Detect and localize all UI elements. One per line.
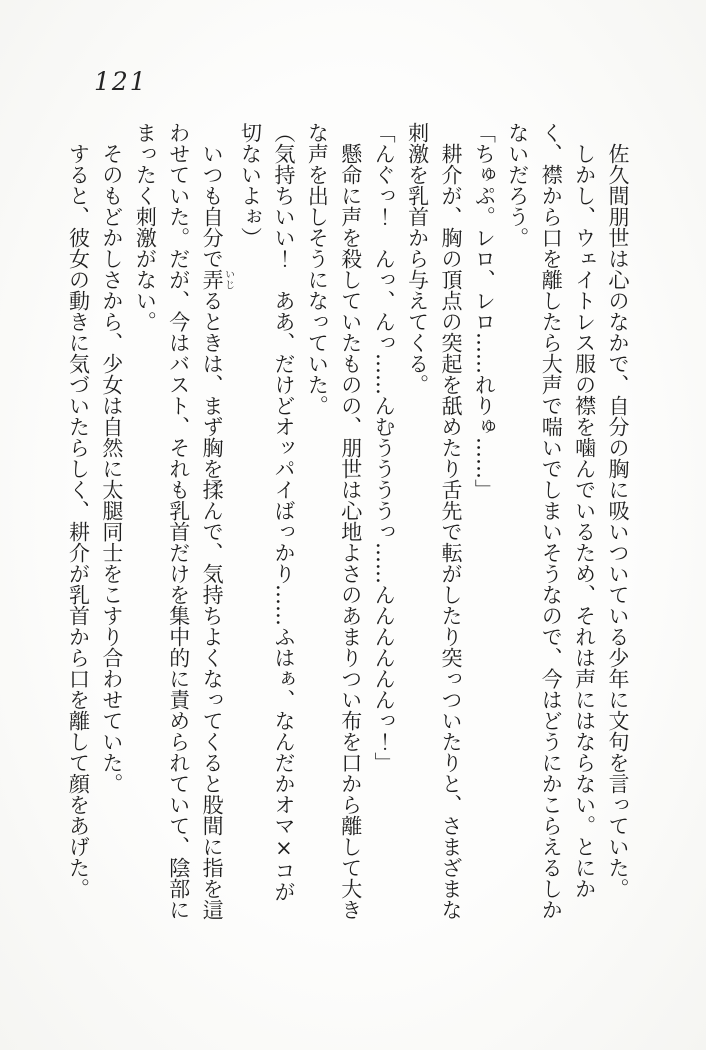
paragraph-dialogue-1: 「ちゅぷ。レロ、レロ……れりゅ……」: [472, 122, 497, 500]
ruby-base: 弄: [200, 269, 225, 290]
paragraph-thought: （気持ちいい！ ああ、だけどオッパイばっかり……ふはぁ、なんだかオマ×コが切ないよぉ）: [238, 122, 296, 902]
paragraph-narration-5: [128, 122, 233, 922]
page-number: 121: [94, 67, 148, 96]
ruby-furigana: いじ: [222, 269, 234, 290]
ruby-post-text: るときは、まず胸を揉んで、気持ちよくなってくると股間に指を這わせていた。だが、今はバスト、それも乳首だけを集中的に責められていて、陰部にまったく刺激がない。: [133, 122, 225, 920]
paragraph-narration-2: しかし、ウェイトレス服の襟を噛んでいるため、それは声にはならない。とにかく、襟から口を離したら大声で喘いでしまいそうなので、今はどうにかこらえるしかないだろう。: [505, 122, 597, 920]
paragraph-narration-3: 耕介が、胸の頂点の突起を舐めたり舌先で転がしたり突っついたりと、さまざまな刺激を乳首から与えてくる。: [405, 122, 463, 920]
paragraph-narration-7: すると、彼女の動きに気づいたらしく、耕介が乳首から口を離して顔をあげた。: [66, 143, 91, 899]
paragraph-narration-1: 佐久間朋世は心のなかで、自分の胸に吸いついている少年に文句を言っていた。: [606, 143, 630, 899]
ruby-annotation: [200, 269, 234, 290]
ruby-pre-text: いつも自分で: [200, 143, 225, 269]
paragraph-narration-4: 懸命に声を殺していたものの、朋世は心地よさのあまりつい布を口から離して大きな声を出しそうになっていた。: [305, 122, 363, 920]
text-block: [58, 122, 634, 922]
paragraph-dialogue-2: 「んぐっ！ んっ、んっ……んむううううっ……んんんんんんっ！」: [372, 122, 397, 773]
paragraph-narration-6: そのもどかしさから、少女は自然に太腿同士をこすり合わせていた。: [99, 143, 124, 794]
